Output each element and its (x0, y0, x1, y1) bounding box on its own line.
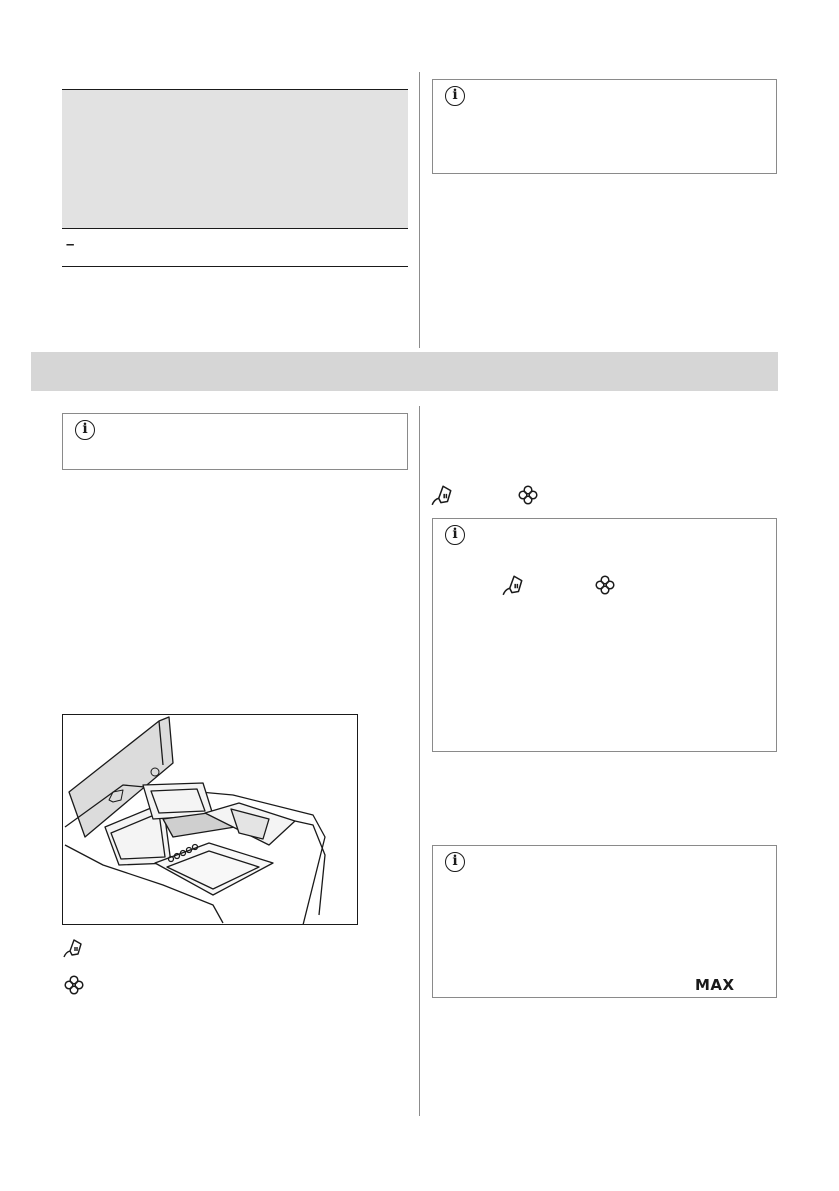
section-heading-band (31, 352, 778, 391)
detergent-compartment-icon (62, 937, 84, 959)
info-box-right-middle (432, 518, 777, 752)
dispenser-drawer-drawing (63, 715, 358, 925)
column-divider-bottom (419, 406, 420, 1116)
info-icon: i (445, 525, 465, 545)
detergent-compartment-icon (430, 483, 454, 507)
softener-flower-icon (64, 975, 84, 995)
table-header-rule (62, 228, 408, 229)
softener-flower-icon (518, 485, 538, 505)
info-icon: i (75, 420, 95, 440)
info-icon: i (445, 852, 465, 872)
dispenser-drawer-illustration (62, 714, 358, 925)
table-header-shading (62, 90, 408, 228)
detergent-compartment-icon (501, 573, 525, 597)
max-level-marking: MAX (695, 976, 735, 994)
info-box-left (62, 413, 408, 470)
info-box-right-bottom (432, 845, 777, 998)
column-divider-top (419, 72, 420, 348)
info-icon: i (445, 86, 465, 106)
table-dash: – (66, 236, 75, 253)
table-bottom-rule (62, 266, 408, 267)
softener-flower-icon (595, 575, 615, 595)
info-box-top-right (432, 79, 777, 174)
